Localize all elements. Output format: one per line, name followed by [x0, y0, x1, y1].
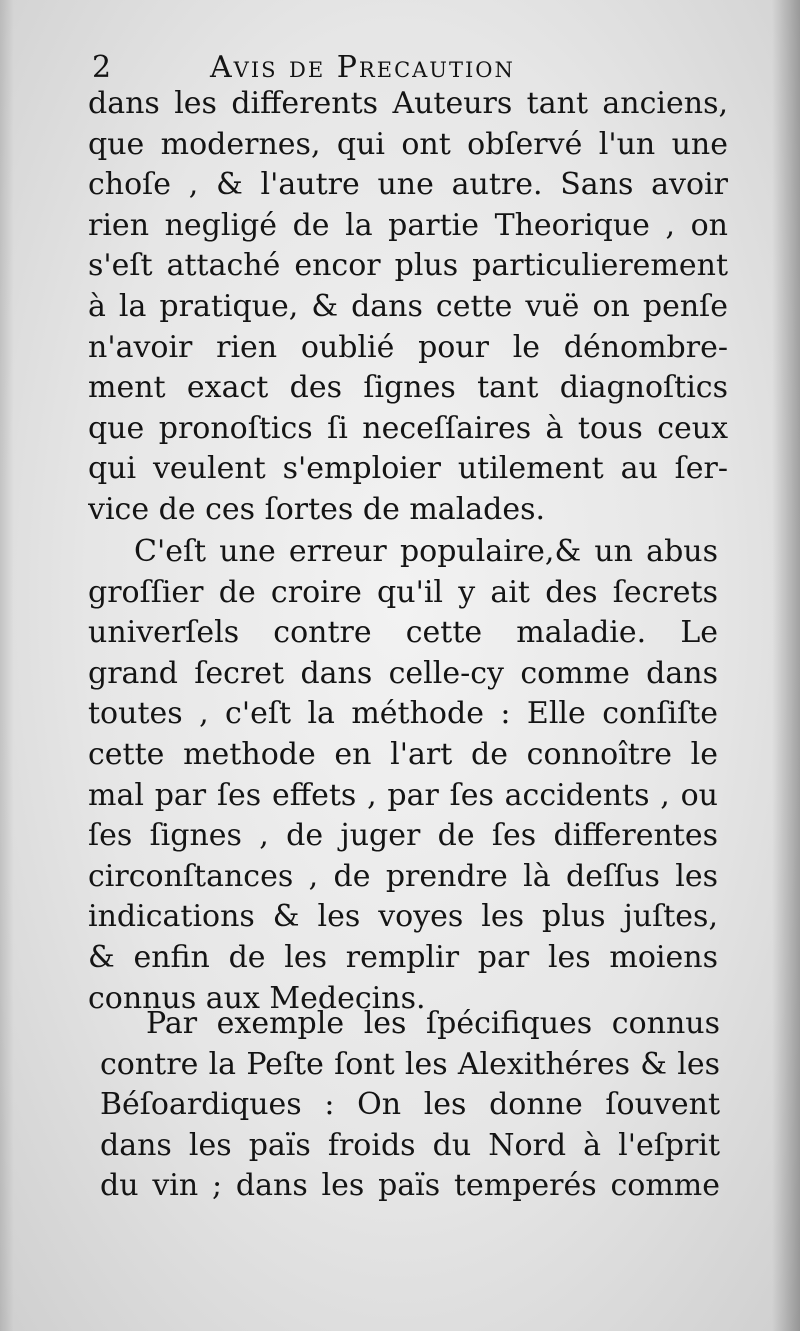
page-number: 2 — [92, 50, 112, 85]
text-line: s'eſt attaché encor plus particulierement — [88, 248, 728, 284]
text-line: que modernes, qui ont obſervé l'un une — [88, 126, 728, 162]
text-line: connus aux Medecins. — [88, 980, 426, 1016]
text-line: n'avoir rien oublié pour le dénombre- — [88, 329, 728, 365]
text-line: que pronoſtics ſi neceſſaires à tous ceux — [88, 410, 728, 446]
text-line: Par exemple les ſpécifiques connus — [146, 1006, 720, 1041]
text-line: toutes , c'eſt la méthode : Elle conſiſte — [88, 696, 718, 732]
text-line: Béſoardiques : On les donne ſouvent — [100, 1087, 720, 1123]
paragraph-continued — [88, 84, 728, 531]
text-line: qui veulent s'emploier utilement au ſer- — [88, 451, 728, 487]
text-line: dans les païs froids du Nord à l'eſprit — [100, 1127, 720, 1163]
paragraph-par-exemple — [100, 1004, 720, 1207]
paragraph-erreur-populaire — [88, 532, 718, 1019]
text-line: contre la Peſte ſont les Alexithéres & les — [100, 1046, 720, 1082]
text-line: cette methode en l'art de connoître le — [88, 736, 718, 772]
text-line: C'eſt une erreur populaire,& un abus — [134, 534, 718, 569]
text-line: grand ſecret dans celle-cy comme dans — [88, 655, 718, 691]
text-line: vice de ces ſortes de malades. — [88, 491, 546, 527]
page-edge-shadow — [0, 0, 14, 1331]
text-line: rien negligé de la partie Theorique , on — [88, 207, 728, 243]
text-line: circonſtances , de prendre là deſſus les — [88, 858, 718, 894]
text-line: du vin ; dans les païs temperés comme — [100, 1168, 720, 1204]
text-line: dans les differents Auteurs tant anciens, — [88, 86, 728, 121]
text-line: ment exact des ſignes tant diagnoſtics — [88, 370, 728, 406]
text-line: & enfin de les remplir par les moiens — [88, 939, 718, 975]
running-title: Avis de Precaution — [210, 50, 515, 85]
text-line: indications & les voyes les plus juſtes, — [88, 899, 718, 935]
text-line: choſe , & l'autre une autre. Sans avoir — [88, 167, 728, 203]
text-line: mal par ſes effets , par ſes accidents , ou — [88, 777, 718, 813]
spine-shadow — [772, 0, 800, 1331]
text-line: univerſels contre cette maladie. Le — [88, 615, 718, 651]
text-line: groſſier de croire qu'il y ait des ſecrets — [88, 574, 718, 610]
text-line: à la pratique, & dans cette vuë on penſe — [88, 288, 728, 324]
text-line: ſes ſignes , de juger de ſes differentes — [88, 818, 718, 854]
